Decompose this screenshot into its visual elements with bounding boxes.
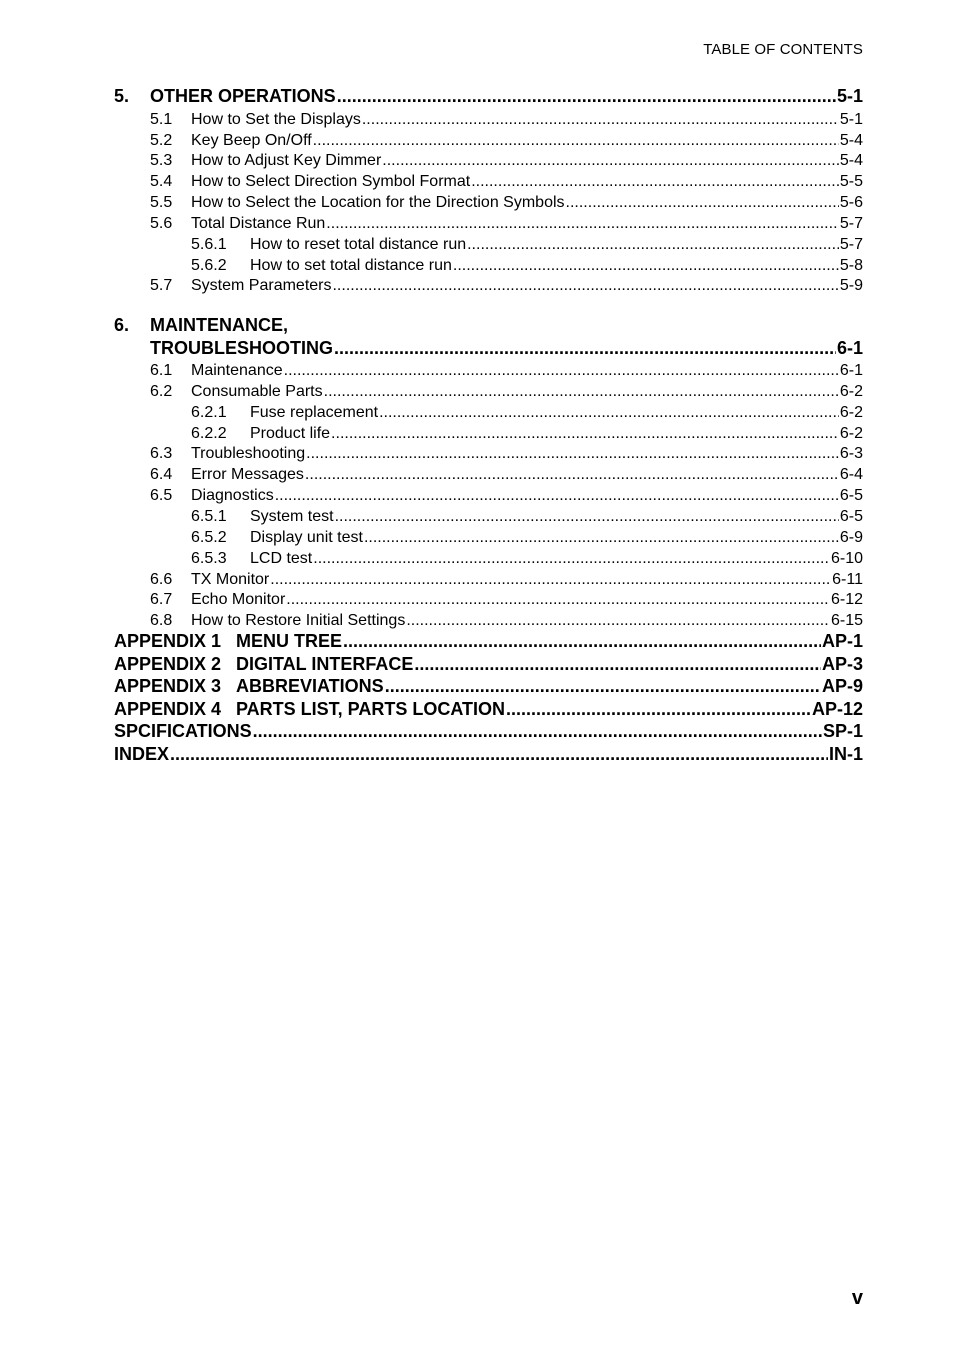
toc-number: 6.3 xyxy=(150,445,173,462)
toc-title: ABBREVIATIONS xyxy=(236,676,384,696)
toc-leader xyxy=(170,743,828,766)
toc-entry-6-7[interactable] xyxy=(150,589,863,610)
toc-page: 6-4 xyxy=(839,466,863,483)
toc-leader xyxy=(467,234,839,255)
toc-page: 5-9 xyxy=(839,277,863,294)
toc-leader xyxy=(313,548,830,569)
toc-entry-specifications[interactable] xyxy=(114,720,863,743)
toc-title: Display unit test xyxy=(250,529,363,546)
toc-page: 5-6 xyxy=(839,194,863,211)
toc-page: 6-11 xyxy=(832,571,863,588)
toc-page: 5-8 xyxy=(839,257,863,274)
toc-entry-6-2-2[interactable] xyxy=(191,423,863,444)
toc-page: 6-2 xyxy=(839,383,863,400)
toc-title: PARTS LIST, PARTS LOCATION xyxy=(236,699,505,719)
toc-entry-5-2[interactable] xyxy=(150,130,863,151)
toc-entry-5-5[interactable] xyxy=(150,192,863,213)
toc-page: 6-12 xyxy=(830,591,863,608)
toc-entry-5-6-1[interactable] xyxy=(191,234,863,255)
toc-page: AP-1 xyxy=(821,631,863,651)
toc-number: APPENDIX 4 xyxy=(114,699,222,719)
toc-number: 5.5 xyxy=(150,194,173,211)
toc-leader xyxy=(306,443,839,464)
toc-page: AP-12 xyxy=(811,699,863,719)
toc-number: 6.7 xyxy=(150,591,173,608)
page-header: TABLE OF CONTENTS xyxy=(703,41,863,58)
toc-entry-5-6-2[interactable] xyxy=(191,255,863,276)
toc-number: 6.2.1 xyxy=(191,404,227,421)
toc-number: 6.6 xyxy=(150,571,173,588)
toc-entry-5-7[interactable] xyxy=(150,275,863,296)
toc-page: 6-2 xyxy=(839,425,863,442)
toc-number: 5.7 xyxy=(150,277,173,294)
toc-title: Consumable Parts xyxy=(191,383,323,400)
toc-number: APPENDIX 3 xyxy=(114,676,222,696)
toc-leader xyxy=(382,150,839,171)
toc-leader xyxy=(332,275,838,296)
toc-number: 5.2 xyxy=(150,132,173,149)
toc-leader xyxy=(337,85,836,108)
toc-leader xyxy=(326,213,839,234)
toc-entry-6-1[interactable] xyxy=(150,360,863,381)
toc-leader xyxy=(506,698,811,721)
toc-page: AP-9 xyxy=(821,676,863,696)
toc-entry-5-3[interactable] xyxy=(150,150,863,171)
toc-leader xyxy=(284,360,839,381)
toc-leader xyxy=(275,485,839,506)
toc-title: Fuse replacement xyxy=(250,404,379,421)
toc-title: Troubleshooting xyxy=(191,445,306,462)
toc-title: How to set total distance run xyxy=(250,257,452,274)
toc-number: 6.5.2 xyxy=(191,529,227,546)
toc-number: 6.4 xyxy=(150,466,173,483)
toc-entry-6-2[interactable] xyxy=(150,381,863,402)
toc-chapter-6-title-line1: MAINTENANCE, xyxy=(150,315,288,335)
toc-title: How to Adjust Key Dimmer xyxy=(191,152,382,169)
toc-title: Total Distance Run xyxy=(191,215,326,232)
toc-number: 6.5 xyxy=(150,487,173,504)
toc-title: How to Set the Displays xyxy=(191,111,361,128)
toc-number: 6.2 xyxy=(150,383,173,400)
toc-number: 5.6.2 xyxy=(191,257,227,274)
toc-page: IN-1 xyxy=(828,744,863,764)
toc-page: 6-9 xyxy=(839,529,863,546)
toc-page: 6-15 xyxy=(830,612,863,629)
toc-title: How to Select the Location for the Direction Symbols xyxy=(191,194,565,211)
toc-number: 5. xyxy=(114,86,130,106)
toc-page: 5-4 xyxy=(839,152,863,169)
toc-title: How to Restore Initial Settings xyxy=(191,612,406,629)
toc-leader xyxy=(379,402,839,423)
toc-leader xyxy=(331,423,839,444)
toc-title: How to Select Direction Symbol Format xyxy=(191,173,471,190)
toc-page: 5-4 xyxy=(839,132,863,149)
toc-page: 6-10 xyxy=(830,550,863,567)
toc-entry-appendix-2[interactable] xyxy=(114,653,863,676)
toc-entry-6-8[interactable] xyxy=(150,610,863,631)
toc-number: APPENDIX 1 xyxy=(114,631,222,651)
toc-page: 6-1 xyxy=(839,362,863,379)
toc-entry-chapter-5[interactable] xyxy=(114,85,863,108)
toc-number: APPENDIX 2 xyxy=(114,654,222,674)
toc-leader xyxy=(471,171,839,192)
toc-title: TX Monitor xyxy=(191,571,270,588)
toc-number: 5.6.1 xyxy=(191,236,227,253)
toc-number: 6.5.1 xyxy=(191,508,227,525)
toc-title: LCD test xyxy=(250,550,313,567)
toc-leader xyxy=(343,630,821,653)
toc-title: Diagnostics xyxy=(191,487,274,504)
toc-chapter-6-number: 6. xyxy=(114,315,130,335)
toc-entry-appendix-4[interactable] xyxy=(114,698,863,721)
toc-leader xyxy=(362,109,839,130)
toc-entry-6-6[interactable] xyxy=(150,569,863,590)
toc-entry-6-5-3[interactable] xyxy=(191,548,863,569)
toc-title: OTHER OPERATIONS xyxy=(150,86,336,106)
toc-title: SPCIFICATIONS xyxy=(114,721,252,741)
toc-page: SP-1 xyxy=(822,721,863,741)
toc-page: 6-3 xyxy=(839,445,863,462)
toc-entry-5-4[interactable] xyxy=(150,171,863,192)
toc-leader xyxy=(253,720,822,743)
toc-title: System Parameters xyxy=(191,277,332,294)
toc-entry-index[interactable] xyxy=(114,743,863,766)
toc-leader xyxy=(270,569,831,590)
page-number: v xyxy=(851,1287,863,1309)
toc-entry-5-6[interactable] xyxy=(150,213,863,234)
toc-number: 5.6 xyxy=(150,215,173,232)
toc-title: How to reset total distance run xyxy=(250,236,467,253)
toc-title: MENU TREE xyxy=(236,631,343,651)
toc-leader xyxy=(566,192,839,213)
toc-entry-appendix-1[interactable] xyxy=(114,630,863,653)
toc-title: System test xyxy=(250,508,334,525)
toc-leader xyxy=(335,506,839,527)
toc-number: 6.5.3 xyxy=(191,550,227,567)
toc-page: 5-7 xyxy=(839,215,863,232)
toc-leader xyxy=(364,527,839,548)
toc-leader xyxy=(305,464,839,485)
toc-number: 5.1 xyxy=(150,111,173,128)
toc-page: 5-1 xyxy=(836,86,863,106)
toc-entry-6-4[interactable] xyxy=(150,464,863,485)
toc-entry-6-5-2[interactable] xyxy=(191,527,863,548)
toc-leader xyxy=(453,255,839,276)
toc-title: Key Beep On/Off xyxy=(191,132,312,149)
toc-page: 5-1 xyxy=(839,111,863,128)
toc-title: Error Messages xyxy=(191,466,304,483)
toc-entry-6-5-1[interactable] xyxy=(191,506,863,527)
toc-entry-6-2-1[interactable] xyxy=(191,402,863,423)
toc-leader xyxy=(324,381,839,402)
toc-leader xyxy=(385,675,821,698)
toc-page: 6-5 xyxy=(839,487,863,504)
toc-leader xyxy=(414,653,821,676)
toc-entry-5-1[interactable] xyxy=(150,109,863,130)
toc-entry-appendix-3[interactable] xyxy=(114,675,863,698)
toc-title: Maintenance xyxy=(191,362,283,379)
toc-number: 5.3 xyxy=(150,152,173,169)
toc-entry-chapter-6[interactable] xyxy=(150,337,863,360)
toc-leader xyxy=(313,130,839,151)
toc-title: INDEX xyxy=(114,744,170,764)
toc-page: 6-2 xyxy=(839,404,863,421)
toc-page: 5-5 xyxy=(839,173,863,190)
toc-entry-6-5[interactable] xyxy=(150,485,863,506)
toc-leader xyxy=(334,337,836,360)
toc-number: 6.1 xyxy=(150,362,173,379)
toc-title: TROUBLESHOOTING xyxy=(150,338,333,358)
toc-entry-6-3[interactable] xyxy=(150,443,863,464)
toc-page: AP-3 xyxy=(821,654,863,674)
toc-number: 6.8 xyxy=(150,612,173,629)
toc-page: 5-7 xyxy=(839,236,863,253)
toc-leader xyxy=(286,589,830,610)
toc-number: 6.2.2 xyxy=(191,425,227,442)
toc-title: Echo Monitor xyxy=(191,591,286,608)
toc-title: DIGITAL INTERFACE xyxy=(236,654,414,674)
toc-page: 6-1 xyxy=(836,338,863,358)
toc-page: 6-5 xyxy=(839,508,863,525)
toc-title: Product life xyxy=(250,425,331,442)
toc-number: 5.4 xyxy=(150,173,173,190)
toc-leader xyxy=(406,610,830,631)
